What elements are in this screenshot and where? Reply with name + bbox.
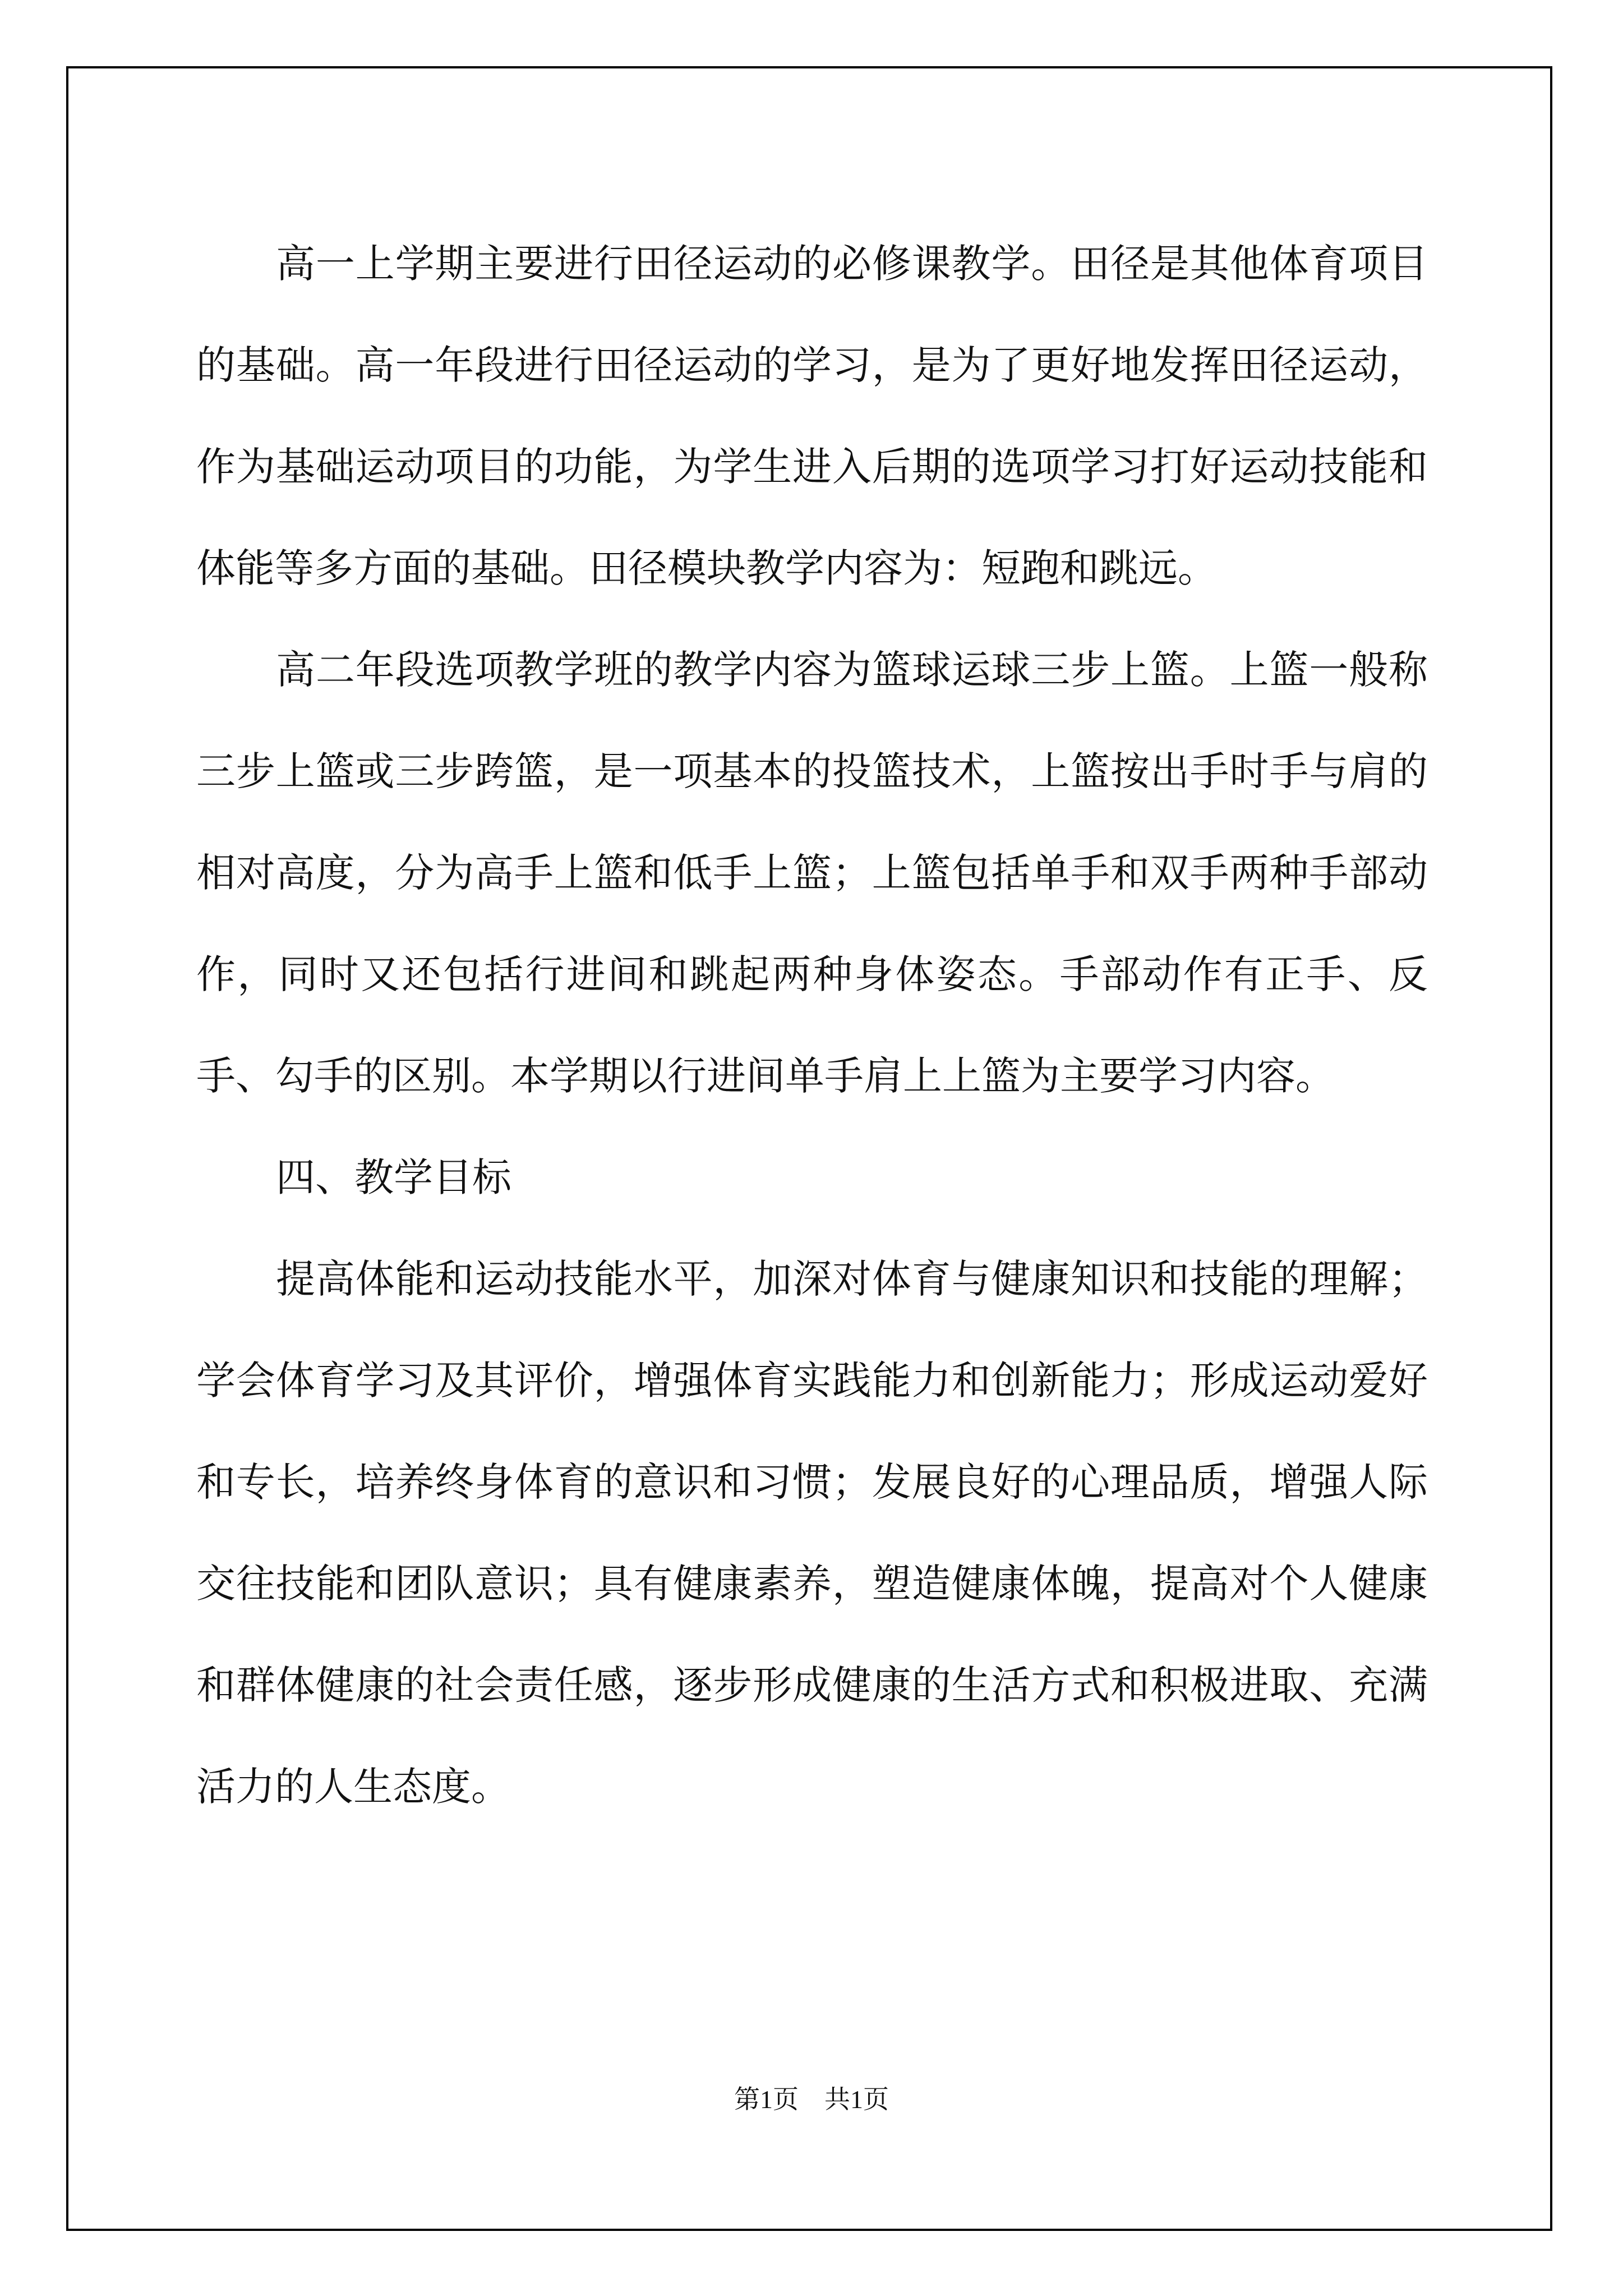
page-number-footer: 第1页 共1页	[734, 2085, 889, 2114]
paragraph-track-and-field: 高一上学期主要进行田径运动的必修课教学。田径是其他体育项目的基础。高一年段进行田径运动的学习，是为了更好地发挥田径运动，作为基础运动项目的功能，为学生进入后期的选项学习打好运动技能和体能等多方面的基础。田径模块教学内容为：短跑和跳远。	[196, 241, 1428, 591]
document-body	[196, 213, 1428, 1838]
paragraph-basketball-layup: 高二年段选项教学班的教学内容为篮球运球三步上篮。上篮一般称三步上篮或三步跨篮，是一项基本的投篮技术，上篮按出手时手与肩的相对高度，分为高手上篮和低手上篮；上篮包括单手和双手两种手部动作，同时又还包括行进间和跳起两种身体姿态。手部动作有正手、反手、勾手的区别。本学期以行进间单手肩上上篮为主要学习内容。	[196, 647, 1428, 1099]
section-heading-teaching-goals: 四、教学目标	[276, 1154, 511, 1200]
paragraph-teaching-goals: 提高体能和运动技能水平，加深对体育与健康知识和技能的理解；学会体育学习及其评价，增强体育实践能力和创新能力；形成运动爱好和专长，培养终身体育的意识和习惯；发展良好的心理品质，增强人际交往技能和团队意识；具有健康素养，塑造健康体魄，提高对个人健康和群体健康的社会责任感，逐步形成健康的生活方式和积极进取、充满活力的人生态度。	[196, 1256, 1428, 1810]
